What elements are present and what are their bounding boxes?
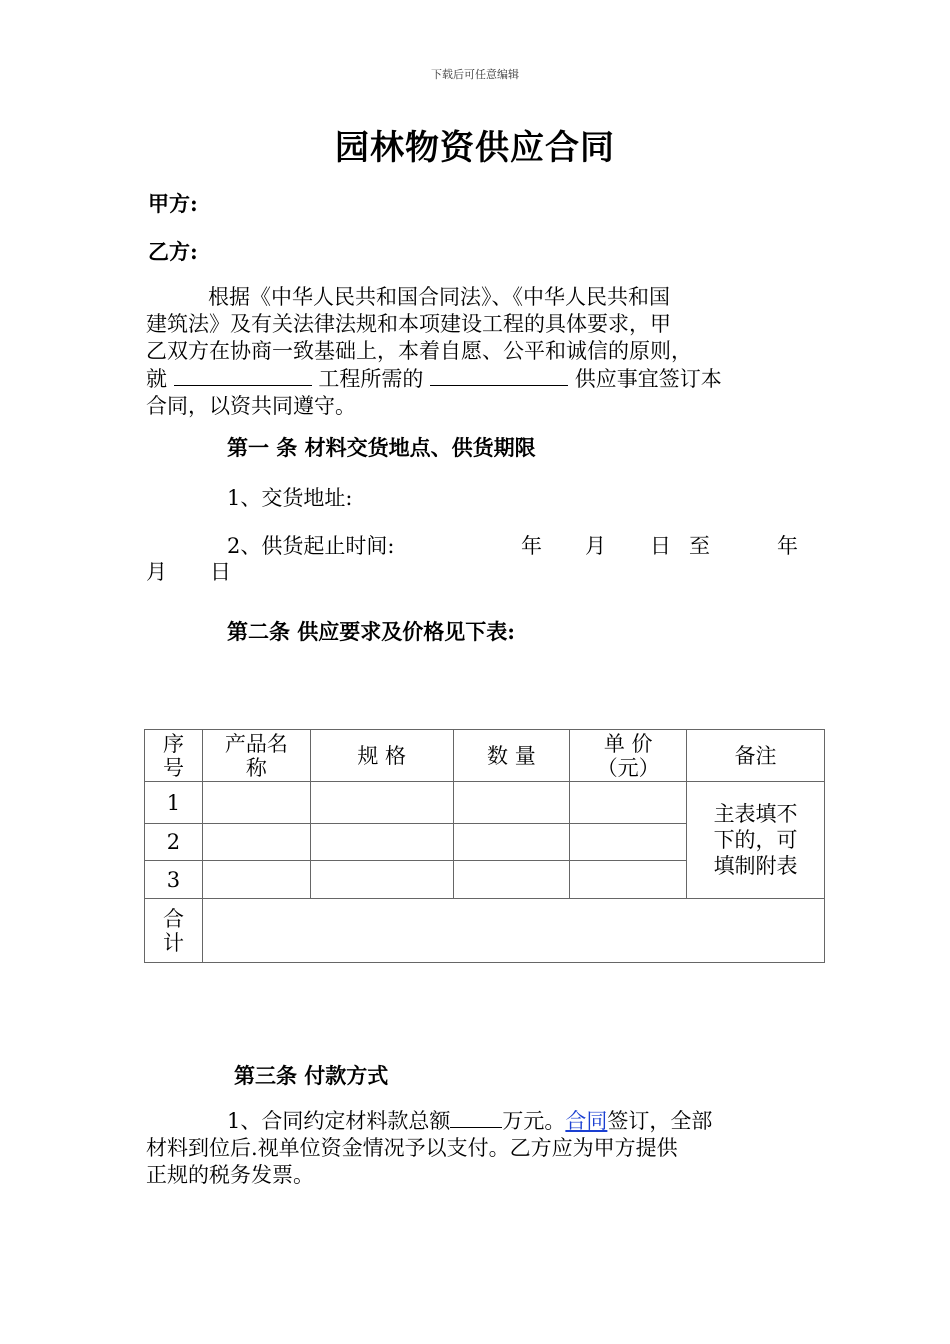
intro-line: 合同，以资共同遵守。 <box>146 394 356 418</box>
total-value-cell[interactable] <box>202 899 824 963</box>
intro-text: 工程所需的 <box>318 367 424 391</box>
payment-line: 正规的税务发票。 <box>146 1163 314 1187</box>
cell-product-name[interactable] <box>202 782 310 824</box>
cell-qty[interactable] <box>453 861 570 899</box>
payment-text: 1、合同约定材料款总额 <box>227 1109 451 1133</box>
end-year: 年 <box>777 534 798 558</box>
article2-heading: 第二条 供应要求及价格见下表: <box>227 619 516 644</box>
intro-text: 供应事宜签订本 <box>574 367 722 391</box>
delivery-address: 1、交货地址: <box>227 486 353 510</box>
cell-spec[interactable] <box>310 824 453 861</box>
period-to: 至 <box>689 534 710 558</box>
row-seq: 2 <box>145 824 203 861</box>
row-seq: 3 <box>145 861 203 899</box>
start-day: 日 <box>650 534 671 558</box>
cell-spec[interactable] <box>310 782 453 824</box>
contract-link[interactable]: 合同 <box>565 1109 608 1133</box>
header-note: 下载后可任意编辑 <box>431 68 519 81</box>
party-b-label: 乙方: <box>148 239 198 264</box>
end-day: 日 <box>210 560 231 584</box>
start-month: 月 <box>585 534 606 558</box>
cell-product-name[interactable] <box>202 861 310 899</box>
intro-line: 乙双方在协商一致基础上，本着自愿、公平和诚信的原则， <box>146 339 692 363</box>
cell-qty[interactable] <box>453 782 570 824</box>
table-header-row <box>145 730 825 782</box>
supply-period-label: 2、供货起止时间: <box>227 534 395 558</box>
payment-paragraph <box>146 1107 802 1189</box>
material-name-blank[interactable] <box>430 365 568 386</box>
header-spec: 规 格 <box>310 730 453 782</box>
article3-heading: 第三条 付款方式 <box>234 1063 389 1088</box>
document-title: 园林物资供应合同 <box>335 128 615 168</box>
start-year: 年 <box>521 534 542 558</box>
header-price-unit: （元） <box>596 755 660 780</box>
intro-paragraph <box>146 284 802 420</box>
cell-price[interactable] <box>570 824 687 861</box>
payment-text: 万元。 <box>502 1109 566 1133</box>
header-seq: 序号 <box>145 730 203 782</box>
cell-product-name[interactable] <box>202 824 310 861</box>
intro-line: 建筑法》及有关法律法规和本项建设工程的具体要求，甲 <box>146 312 671 336</box>
total-row <box>145 899 825 963</box>
header-price-label: 单 价 <box>603 731 653 756</box>
intro-text: 就 <box>146 367 167 391</box>
header-remark: 备注 <box>687 730 825 782</box>
project-name-blank[interactable] <box>174 365 312 386</box>
article1-heading: 第一 条 材料交货地点、供货期限 <box>227 435 536 460</box>
amount-blank[interactable] <box>450 1107 502 1128</box>
cell-price[interactable] <box>570 861 687 899</box>
party-a-label: 甲方: <box>148 191 198 216</box>
end-month: 月 <box>146 560 167 584</box>
payment-line: 材料到位后.视单位资金情况予以支付。乙方应为甲方提供 <box>146 1136 678 1160</box>
cell-spec[interactable] <box>310 861 453 899</box>
row-seq: 1 <box>145 782 203 824</box>
payment-line <box>146 1107 802 1135</box>
intro-line <box>146 365 802 393</box>
table-row <box>145 782 825 824</box>
payment-text: 签订，全部 <box>607 1109 713 1133</box>
intro-line: 根据《中华人民共和国合同法》、《中华人民共和国 <box>208 285 670 309</box>
cell-price[interactable] <box>570 782 687 824</box>
total-label: 合计 <box>145 899 203 963</box>
supply-table <box>144 729 825 963</box>
cell-qty[interactable] <box>453 824 570 861</box>
remark-cell: 主表填不下的，可填制附表 <box>687 782 825 899</box>
header-qty: 数 量 <box>453 730 570 782</box>
header-product-name: 产品名称 <box>202 730 310 782</box>
header-price <box>570 730 687 782</box>
